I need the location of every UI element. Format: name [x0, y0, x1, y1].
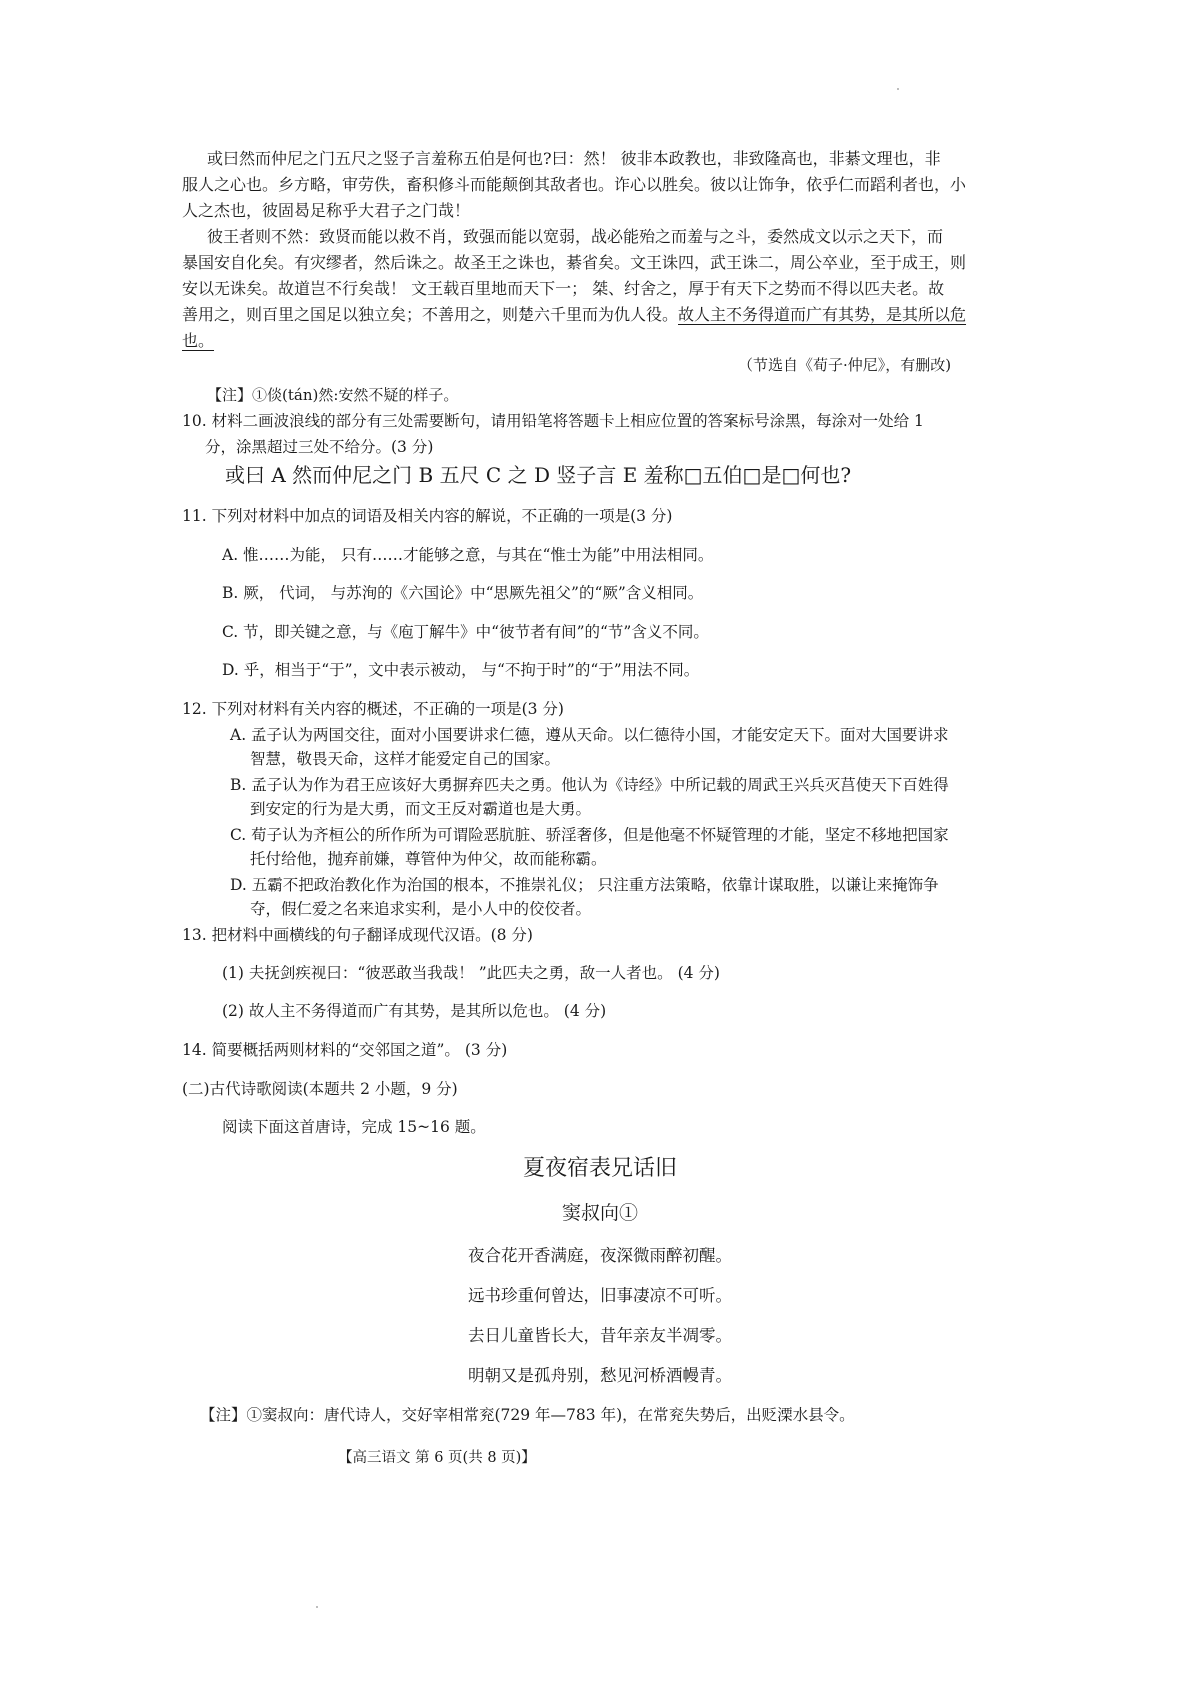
- page-footer: 【高三语文 第 6 页(共 8 页)】: [338, 1450, 536, 1466]
- scan-speck: [316, 1606, 318, 1608]
- passage-line: 人之杰也，彼固曷足称乎大君子之门哉！: [182, 201, 471, 220]
- question-12-option-b-cont: 到安定的行为是大勇，而文王反对霸道也是大勇。: [250, 800, 592, 818]
- question-12: 12. 下列对材料有关内容的概述，不正确的一项是(3 分): [182, 700, 564, 718]
- question-12-option-c-cont: 托付给他，抛弃前嫌，尊管仲为仲父，故而能称霸。: [250, 850, 607, 868]
- passage-line: 安以无诛矣。故道岂不行矣哉！ 文王载百里地而天下一； 桀、纣舍之，厚于有天下之势而不得以匹夫老。故: [182, 279, 945, 298]
- question-11-option-d: D. 乎，相当于“于”，文中表示被动， 与“不拘于时”的“于”用法不同。: [222, 661, 700, 679]
- passage-line: 或曰然而仲尼之门五尺之竖子言羞称五伯是何也?曰：然！ 彼非本政教也，非致隆高也，非綦文理也，非: [207, 149, 941, 168]
- poem-line: 远书珍重何曾达，旧事凄凉不可听。: [468, 1286, 732, 1305]
- underlined-sentence: 故人主不务得道而广有其势，是其所以危: [678, 305, 967, 324]
- question-11-option-b: B. 厥， 代词， 与苏洵的《六国论》中“思厥先祖父”的“厥”含义相同。: [222, 584, 704, 602]
- poem-author: 窦叔向①: [561, 1202, 638, 1224]
- source-citation: （节选自《荀子·仲尼》，有删改): [738, 356, 952, 374]
- passage-text: 善用之，则百里之国足以独立矣；不善用之，则楚六千里而为仇人役。: [182, 305, 679, 324]
- question-10: 10. 材料二画波浪线的部分有三处需要断句，请用铅笔将答题卡上相应位置的答案标号涂黑，每涂对一处给 1: [182, 412, 924, 430]
- poem-title: 夏夜宿表兄话旧: [522, 1156, 677, 1181]
- poem-line: 夜合花开香满庭，夜深微雨醉初醒。: [468, 1246, 732, 1265]
- question-11-option-a: A. 惟……为能， 只有……才能够之意，与其在“惟士为能”中用法相同。: [222, 546, 714, 564]
- question-13-part-2: (2) 故人主不务得道而广有其势，是其所以危也。 (4 分): [222, 1002, 607, 1020]
- passage-line: 彼王者则不然：致贤而能以救不肖，致强而能以宽弱，战必能殆之而羞与之斗，委然成文以示之天下，而: [207, 227, 944, 246]
- question-10-sentence: 或曰 A 然而仲尼之门 B 五尺 C 之 D 竖子言 E 羞称□五伯□是□何也?: [225, 463, 852, 487]
- section-heading: (二)古代诗歌阅读(本题共 2 小题，9 分): [182, 1080, 458, 1098]
- question-11-option-c: C. 节，即关键之意，与《庖丁解牛》中“彼节者有间”的“节”含义不同。: [222, 623, 709, 641]
- poem-line: 去日儿童皆长大，昔年亲友半凋零。: [468, 1326, 732, 1345]
- question-13: 13. 把材料中画横线的句子翻译成现代汉语。(8 分): [182, 926, 533, 944]
- question-12-option-c: C. 荀子认为齐桓公的所作所为可谓险恶肮脏、骄淫奢侈，但是他毫不怀疑管理的才能，坚定不移地把国家: [230, 826, 949, 844]
- poem-note: 【注】①窦叔向：唐代诗人，交好宰相常兖(729 年—783 年)，在常兖失势后，出贬溧水县令。: [200, 1406, 855, 1424]
- passage-note: 【注】①倓(tán)然:安然不疑的样子。: [207, 386, 459, 404]
- passage-line: 暴国安自化矣。有灾缪者，然后诛之。故圣王之诛也，綦省矣。文王诛四，武王诛二，周公卒业，至于成王，则: [182, 253, 967, 272]
- question-11: 11. 下列对材料中加点的词语及相关内容的解说，不正确的一项是(3 分): [182, 507, 673, 525]
- passage-line: 服人之心也。乡方略，审劳佚，畜积修斗而能颠倒其敌者也。诈心以胜矣。彼以让饰争，依乎仁而蹈利者也，小: [182, 175, 967, 194]
- question-12-option-b: B. 孟子认为作为君王应该好大勇摒弃匹夫之勇。他认为《诗经》中所记载的周武王兴兵灭莒使天下百姓得: [230, 776, 949, 794]
- question-13-part-1: (1) 夫抚剑疾视曰：“彼恶敢当我哉！ ”此匹夫之勇，敌一人者也。 (4 分): [222, 964, 720, 982]
- question-10-cont: 分，涂黑超过三处不给分。(3 分): [205, 438, 434, 456]
- passage-line: [182, 302, 1032, 328]
- scan-speck: [897, 88, 899, 90]
- question-12-option-d: D. 五霸不把政治教化作为治国的根本，不推崇礼仪； 只注重方法策略，依靠计谋取胜，以谦让来掩饰争: [230, 876, 939, 894]
- question-12-option-a-cont: 智慧，敬畏天命，这样才能爱定自己的国家。: [250, 750, 561, 768]
- section-intro: 阅读下面这首唐诗，完成 15~16 题。: [222, 1118, 486, 1136]
- question-14: 14. 简要概括两则材料的“交邻国之道”。 (3 分): [182, 1041, 508, 1059]
- question-12-option-d-cont: 夺，假仁爱之名来追求实利，是小人中的佼佼者。: [250, 900, 592, 918]
- question-12-option-a: A. 孟子认为两国交往，面对小国要讲求仁德，遵从天命。以仁德待小国，才能安定天下。面对大国要讲求: [230, 726, 949, 744]
- underlined-sentence-end: 也。: [182, 331, 215, 350]
- poem-line: 明朝又是孤舟别，愁见河桥酒幔青。: [468, 1366, 732, 1385]
